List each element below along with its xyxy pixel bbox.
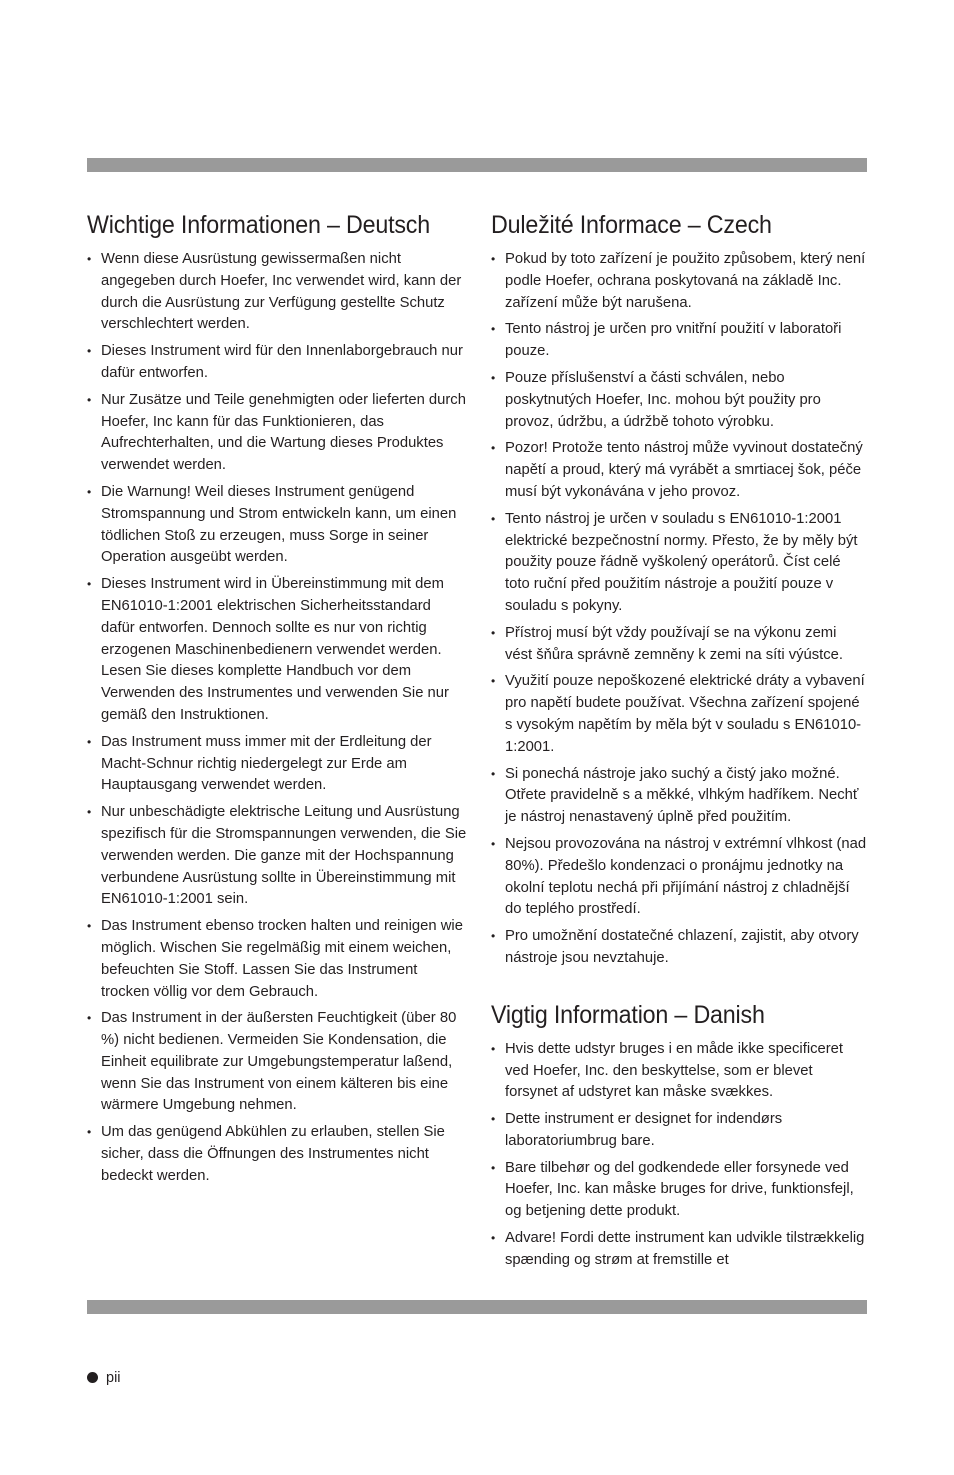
list-item-text: Bare tilbehør og del godkendede eller forsynede ved Hoefer, Inc. kan måske bruges for drive, funktionsfejl, og betjening dette produkt.	[505, 1159, 854, 1220]
list-item-text: Tento nástroj je určen pro vnitřní použití v laboratoři pouze.	[505, 321, 842, 360]
list-item	[491, 319, 867, 363]
list-item-text: Dette instrument er designet for indendørs laboratoriumbrug bare.	[505, 1111, 783, 1149]
list-item-text: Pouze příslušenství a části schválen, nebo poskytnutých Hoefer, Inc. mohou být použity pro provoz, údržbu, a údržbě tohoto výrobku.	[505, 369, 821, 430]
column-right	[491, 210, 867, 1277]
bullet-icon: •	[87, 344, 92, 359]
list-item-text: Tento nástroj je určen v souladu s EN61010-1:2001 elektrické bezpečnostní normy. Přesto, že by měly být použity pouze řádně vyškolený operátorů. Číst celé toto ruční před použitím nástroje a použití pouze v souladu s pokyny.	[505, 510, 858, 614]
bullet-icon: •	[491, 1160, 496, 1175]
bullet-icon: •	[87, 1011, 92, 1026]
top-rule	[87, 158, 867, 172]
bullet-icon: •	[491, 322, 496, 337]
bullet-icon: •	[491, 1041, 496, 1056]
list-item-text: Pokud by toto zařízení je použito způsobem, který není podle Hoefer, ochrana poskytovaná na základě Inc. zařízení může být narušena.	[505, 251, 866, 311]
bullet-icon: •	[491, 625, 496, 640]
list-item	[491, 368, 867, 433]
list-item	[491, 1158, 867, 1223]
section-title-czech: Duležité Informace – Czech	[491, 211, 772, 239]
column-left	[87, 210, 467, 1193]
bullet-icon: •	[87, 734, 92, 749]
list-item	[491, 438, 867, 503]
bullet-icon: •	[87, 484, 92, 499]
list-item	[87, 916, 467, 1003]
list-item	[87, 482, 467, 569]
bullet-icon: •	[87, 392, 92, 407]
section-title-german: Wichtige Informationen – Deutsch	[87, 211, 430, 239]
list-item-text: Nejsou provozována na nástroj v extrémní vlhkost (nad 80%). Předešlo kondenzaci o pronájmu jednotky na okolní teplotu nechá při přijímání nástroj z chladnější do teplého prostředí.	[505, 835, 867, 918]
list-item	[491, 764, 867, 829]
bullet-icon: •	[491, 511, 496, 526]
list-item-text: Dieses Instrument wird für den Innenlaborgebrauch nur dafür entworfen.	[101, 343, 463, 381]
bullet-icon: •	[491, 836, 496, 851]
bullet-icon: •	[87, 919, 92, 934]
list-item	[87, 390, 467, 477]
list-item-text: Pro umožnění dostatečné chlazení, zajistit, aby otvory nástroje jsou nevztahuje.	[505, 928, 859, 966]
list-item	[87, 802, 467, 911]
bullet-icon: •	[491, 674, 496, 689]
page-number: pii	[106, 1370, 121, 1386]
bullet-icon: •	[491, 441, 496, 456]
bullet-icon: •	[87, 252, 92, 266]
list-item-text: Nur unbeschädigte elektrische Leitung und Ausrüstung spezifisch für die Stromspannungen verwenden, die Sie verwenden werden. Die ganze mit der Hochspannung verbundene Ausrüstung sollte in Übereinstimmung mit EN61010-1:2001 sein.	[101, 804, 467, 908]
list-item-text: Die Warnung! Weil dieses Instrument genügend Stromspannung und Strom entwickeln kann, um einen tödlichen Stoß zu erzeugen, muss Sorge in seiner Operation ausgeübt werden.	[101, 483, 457, 566]
list-item-text: Přístroj musí být vždy používají se na výkonu zemi vést šňůra správně zemněny k zemi na síti výústce.	[505, 624, 844, 663]
list-czech	[491, 249, 867, 970]
list-item-text: Dieses Instrument wird in Übereinstimmung mit dem EN61010-1:2001 elektrischen Sicherheitsstandard dafür entworfen. Dennoch sollte es nur von richtig erzogenen Maschinenbedienern verwendet werden. Lesen Sie dieses komplette Handbuch vor dem Verwenden des Instrumentes und verwenden Sie nur gemäß den Instruktionen.	[101, 576, 449, 723]
page-footer	[87, 1368, 121, 1388]
bullet-icon: •	[87, 577, 92, 592]
bullet-dot-icon	[87, 1372, 98, 1383]
list-item	[491, 1228, 867, 1272]
list-item-text: Das Instrument muss immer mit der Erdleitung der Macht-Schnur richtig niedergelegt zur Erde am Hauptausgang verwendet werden.	[101, 733, 432, 794]
list-german	[87, 249, 467, 1188]
list-item-text: Das Instrument in der äußersten Feuchtigkeit (über 80 %) nicht bedienen. Vermeiden Sie Kondensation, die Einheit equilibrate zur Umgebungstemperatur laßend, wenn Sie das Instrument von einem kälteren bis eine wärmere Umgebung nehmen.	[101, 1010, 457, 1114]
list-item	[87, 732, 467, 797]
list-item-text: Das Instrument ebenso trocken halten und reinigen wie möglich. Wischen Sie regelmäßig mit einem weichen, befeuchten Sie Stoff. Lassen Sie das Instrument trocken völlig vor dem Gebrauch.	[101, 918, 463, 1000]
list-item	[87, 1122, 467, 1187]
list-item	[491, 509, 867, 618]
section-title-danish: Vigtig Information – Danish	[491, 1000, 765, 1029]
list-item	[87, 341, 467, 385]
list-item	[491, 1039, 867, 1104]
list-item-text: Nur Zusätze und Teile genehmigten oder lieferten durch Hoefer, Inc kann für das Funktionieren, das Aufrechterhalten, und die Wartung dieses Produktes verwendet werden.	[101, 391, 466, 474]
list-item	[87, 574, 467, 727]
bullet-icon: •	[491, 252, 496, 266]
bullet-icon: •	[491, 370, 496, 385]
bottom-rule	[87, 1300, 867, 1314]
bullet-icon: •	[491, 1112, 496, 1127]
list-item	[491, 926, 867, 970]
list-item-text: Si ponechá nástroje jako suchý a čistý jako možné. Otřete pravidelně s a měkké, vlhkým hadříkem. Nechť je nástroj nenastavený úplně před použitím.	[505, 765, 859, 826]
bullet-icon: •	[491, 929, 496, 944]
list-item-text: Pozor! Protože tento nástroj může vyvinout dostatečný napětí a proud, který má vyrábět a smrtiacej šok, péče musí být vykonávána v jeho provoz.	[505, 440, 863, 500]
list-item-text: Wenn diese Ausrüstung gewissermaßen nicht angegeben durch Hoefer, Inc verwendet wird, kann der durch die Ausrüstung zur Verfügung gestellte Schutz verschlechtert werden.	[101, 251, 462, 333]
bullet-icon: •	[491, 766, 496, 781]
list-item	[491, 249, 867, 314]
list-item	[87, 249, 467, 336]
list-item-text: Využití pouze nepoškozené elektrické dráty a vybavení pro napětí budete používat. Všechna zařízení spojené s vysokým napětím by měla být v souladu s EN61010-1:2001.	[505, 673, 865, 755]
bullet-icon: •	[87, 1125, 92, 1140]
list-item	[491, 671, 867, 758]
list-item-text: Um das genügend Abkühlen zu erlauben, stellen Sie sicher, dass die Öffnungen des Instrumentes nicht bedeckt werden.	[101, 1124, 445, 1184]
list-item-text: Advare! Fordi dette instrument kan udvikle tilstrækkelig spænding og strøm at fremstille et	[505, 1230, 865, 1268]
list-item	[491, 834, 867, 921]
bullet-icon: •	[87, 805, 92, 820]
bullet-icon: •	[491, 1231, 496, 1246]
list-item	[491, 623, 867, 667]
list-item	[491, 1109, 867, 1153]
list-item	[87, 1008, 467, 1117]
list-danish	[491, 1039, 867, 1272]
list-item-text: Hvis dette udstyr bruges i en måde ikke specificeret ved Hoefer, Inc. den beskyttelse, som er blevet forsynet af udstyret kan måske svækkes.	[505, 1040, 844, 1101]
